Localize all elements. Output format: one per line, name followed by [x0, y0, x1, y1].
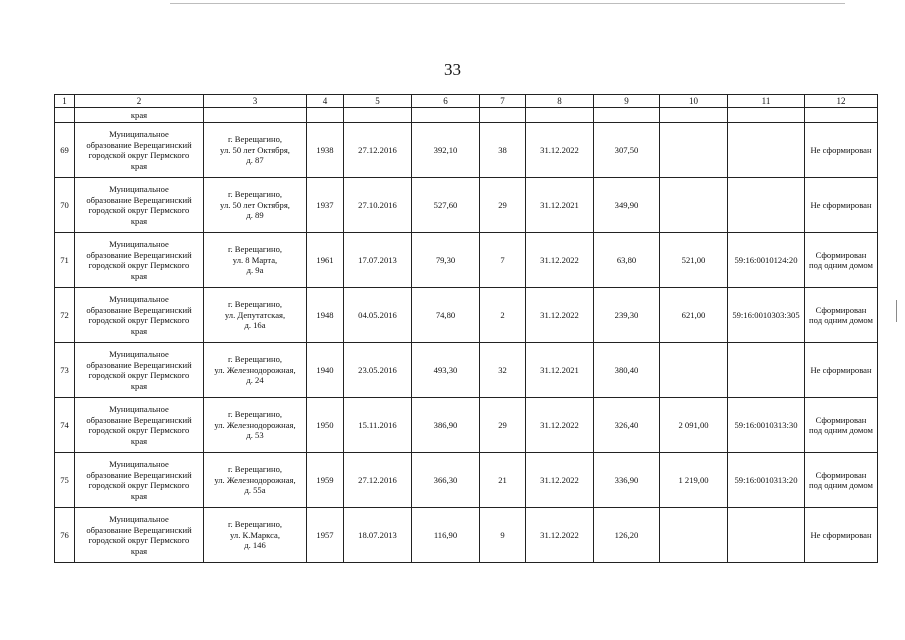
year-cell: 1937	[307, 178, 344, 233]
table-cell	[204, 108, 307, 123]
top-rule	[170, 3, 845, 4]
row-number-cell: 74	[55, 398, 75, 453]
municipality-line: городской округ Пермского	[88, 480, 190, 490]
column-header: 1	[55, 95, 75, 108]
status-line: Сформирован	[815, 249, 867, 260]
municipality-cell	[75, 508, 204, 563]
municipality-line: Муниципальное	[109, 404, 169, 414]
address-line: д. 89	[246, 210, 264, 221]
column-header: 3	[204, 95, 307, 108]
municipality-line: городской округ Пермского	[88, 150, 190, 160]
column-header: 12	[805, 95, 878, 108]
column-header: 6	[412, 95, 480, 108]
area-cell: 74,80	[412, 288, 480, 343]
address-line: г. Верещагино,	[227, 409, 283, 420]
row-number-cell: 69	[55, 123, 75, 178]
date-cell: 27.12.2016	[344, 453, 412, 508]
table-row	[55, 233, 878, 288]
col7-cell: 7	[480, 233, 526, 288]
address-line: ул. Депутатская,	[224, 309, 286, 320]
col10-cell	[660, 343, 728, 398]
address-line: ул. Железнодорожная,	[214, 364, 296, 375]
municipality-cell	[75, 288, 204, 343]
row-number-cell: 72	[55, 288, 75, 343]
cadastral-cell	[728, 178, 805, 233]
municipality-line: городской округ Пермского	[88, 260, 190, 270]
table-cell	[526, 108, 594, 123]
municipality-cell	[75, 398, 204, 453]
address-line: ул. 50 лет Октября,	[220, 144, 290, 155]
table-cell	[728, 108, 805, 123]
date-cell: 23.05.2016	[344, 343, 412, 398]
municipality-line: края	[130, 545, 148, 556]
status-cell	[805, 453, 878, 508]
municipality-line: края	[130, 490, 148, 501]
col9-cell: 336,90	[594, 453, 660, 508]
municipality-line: края	[130, 380, 148, 391]
table-cell	[412, 108, 480, 123]
municipality-line: края	[130, 160, 148, 171]
date-cell: 27.12.2016	[344, 123, 412, 178]
table-cell	[594, 108, 660, 123]
municipality-line: Муниципальное	[109, 184, 169, 194]
municipality-line: края	[130, 270, 148, 281]
page-number: 33	[444, 60, 461, 79]
address-cell	[204, 123, 307, 178]
col10-cell	[660, 123, 728, 178]
address-line: д. 53	[246, 430, 264, 441]
municipality-line: Муниципальное	[109, 514, 169, 524]
status-line: Сформирован	[815, 414, 867, 425]
address-line: д. 16а	[244, 320, 266, 331]
status-cell	[805, 233, 878, 288]
table-row	[55, 123, 878, 178]
municipality-line: городской округ Пермского	[88, 535, 190, 545]
municipality-line: городской округ Пермского	[88, 370, 190, 380]
address-line: ул. Железнодорожная,	[214, 419, 296, 430]
municipality-line: образование Верещагинский	[86, 194, 192, 205]
municipality-line: образование Верещагинский	[86, 139, 192, 150]
col9-cell: 126,20	[594, 508, 660, 563]
col7-cell: 29	[480, 178, 526, 233]
date-cell: 15.11.2016	[344, 398, 412, 453]
table-row	[55, 398, 878, 453]
deadline-cell: 31.12.2022	[526, 508, 594, 563]
deadline-cell: 31.12.2021	[526, 178, 594, 233]
col9-cell: 307,50	[594, 123, 660, 178]
column-header: 4	[307, 95, 344, 108]
column-header: 2	[75, 95, 204, 108]
address-line: д. 9а	[246, 265, 264, 276]
municipality-line: городской округ Пермского	[88, 315, 190, 325]
cadastral-cell	[728, 508, 805, 563]
continuation-row	[55, 108, 878, 123]
address-cell	[204, 453, 307, 508]
col9-cell: 239,30	[594, 288, 660, 343]
deadline-cell: 31.12.2022	[526, 398, 594, 453]
cadastral-cell: 59:16:0010313:30	[728, 398, 805, 453]
column-header-row	[55, 95, 878, 108]
table-cell	[480, 108, 526, 123]
row-number-cell: 71	[55, 233, 75, 288]
year-cell: 1957	[307, 508, 344, 563]
municipality-cell	[75, 123, 204, 178]
status-cell	[805, 288, 878, 343]
municipality-line: образование Верещагинский	[86, 414, 192, 425]
address-line: ул. К.Маркса,	[230, 529, 280, 540]
table-row	[55, 343, 878, 398]
deadline-cell: 31.12.2022	[526, 288, 594, 343]
table-row	[55, 288, 878, 343]
col10-cell: 2 091,00	[660, 398, 728, 453]
area-cell: 386,90	[412, 398, 480, 453]
row-number-cell: 76	[55, 508, 75, 563]
address-cell	[204, 398, 307, 453]
status-cell	[805, 508, 878, 563]
col7-cell: 9	[480, 508, 526, 563]
row-number-cell: 73	[55, 343, 75, 398]
address-line: ул. 8 Марта,	[232, 254, 278, 265]
address-cell	[204, 343, 307, 398]
table-cell	[660, 108, 728, 123]
area-cell: 366,30	[412, 453, 480, 508]
column-header: 11	[728, 95, 805, 108]
municipality-cell	[75, 453, 204, 508]
status-cell	[805, 343, 878, 398]
area-cell: 116,90	[412, 508, 480, 563]
address-line: д. 87	[246, 155, 264, 166]
address-cell	[204, 508, 307, 563]
col7-cell: 38	[480, 123, 526, 178]
status-line: Сформирован	[815, 469, 867, 480]
table-cell: края	[75, 108, 204, 123]
municipality-line: городской округ Пермского	[88, 205, 190, 215]
table-row	[55, 453, 878, 508]
area-cell: 493,30	[412, 343, 480, 398]
address-line: д. 146	[244, 540, 266, 551]
address-cell	[204, 288, 307, 343]
municipality-cell	[75, 233, 204, 288]
municipality-line: края	[130, 325, 148, 336]
municipality-cell	[75, 343, 204, 398]
col10-cell: 1 219,00	[660, 453, 728, 508]
status-line: Сформирован	[815, 304, 867, 315]
status-cell	[805, 398, 878, 453]
col10-cell	[660, 178, 728, 233]
date-cell: 18.07.2013	[344, 508, 412, 563]
deadline-cell: 31.12.2022	[526, 453, 594, 508]
status-line: Не сформирован	[810, 364, 872, 375]
col9-cell: 326,40	[594, 398, 660, 453]
cadastral-cell: 59:16:0010124:20	[728, 233, 805, 288]
year-cell: 1950	[307, 398, 344, 453]
col10-cell: 621,00	[660, 288, 728, 343]
municipality-cell	[75, 178, 204, 233]
municipality-line: образование Верещагинский	[86, 469, 192, 480]
year-cell: 1959	[307, 453, 344, 508]
status-line: под одним домом	[809, 260, 873, 270]
area-cell: 392,10	[412, 123, 480, 178]
year-cell: 1938	[307, 123, 344, 178]
col9-cell: 349,90	[594, 178, 660, 233]
municipality-line: образование Верещагинский	[86, 249, 192, 260]
address-line: д. 55а	[244, 485, 266, 496]
year-cell: 1961	[307, 233, 344, 288]
year-cell: 1940	[307, 343, 344, 398]
col9-cell: 380,40	[594, 343, 660, 398]
municipality-line: края	[130, 435, 148, 446]
municipality-line: городской округ Пермского	[88, 425, 190, 435]
municipality-line: Муниципальное	[109, 129, 169, 139]
cadastral-cell	[728, 343, 805, 398]
column-header: 7	[480, 95, 526, 108]
margin-mark	[896, 300, 897, 322]
row-number-cell: 75	[55, 453, 75, 508]
cadastral-cell	[728, 123, 805, 178]
year-cell: 1948	[307, 288, 344, 343]
address-line: г. Верещагино,	[227, 244, 283, 255]
address-line: г. Верещагино,	[227, 189, 283, 200]
municipality-line: образование Верещагинский	[86, 359, 192, 370]
col7-cell: 32	[480, 343, 526, 398]
col7-cell: 21	[480, 453, 526, 508]
status-line: Не сформирован	[810, 199, 872, 210]
cadastral-cell: 59:16:0010303:305	[728, 288, 805, 343]
cadastral-cell: 59:16:0010313:20	[728, 453, 805, 508]
municipality-line: образование Верещагинский	[86, 524, 192, 535]
column-header: 10	[660, 95, 728, 108]
col7-cell: 2	[480, 288, 526, 343]
status-line: под одним домом	[809, 425, 873, 435]
status-line: под одним домом	[809, 315, 873, 325]
status-line: Не сформирован	[810, 529, 872, 540]
column-header: 8	[526, 95, 594, 108]
col10-cell: 521,00	[660, 233, 728, 288]
col7-cell: 29	[480, 398, 526, 453]
deadline-cell: 31.12.2022	[526, 123, 594, 178]
date-cell: 04.05.2016	[344, 288, 412, 343]
address-line: ул. 50 лет Октября,	[220, 199, 290, 210]
area-cell: 527,60	[412, 178, 480, 233]
col9-cell: 63,80	[594, 233, 660, 288]
col10-cell	[660, 508, 728, 563]
address-line: г. Верещагино,	[227, 464, 283, 475]
municipality-line: края	[130, 215, 148, 226]
address-line: г. Верещагино,	[227, 134, 283, 145]
municipality-line: Муниципальное	[109, 349, 169, 359]
table-row	[55, 508, 878, 563]
address-line: г. Верещагино,	[227, 519, 283, 530]
table-cell	[344, 108, 412, 123]
address-line: ул. Железнодорожная,	[214, 474, 296, 485]
table-row	[55, 178, 878, 233]
municipality-line: Муниципальное	[109, 239, 169, 249]
table-cell	[55, 108, 75, 123]
municipality-line: Муниципальное	[109, 294, 169, 304]
address-line: д. 24	[246, 375, 264, 386]
date-cell: 17.07.2013	[344, 233, 412, 288]
address-cell	[204, 178, 307, 233]
address-line: г. Верещагино,	[227, 299, 283, 310]
table-cell	[307, 108, 344, 123]
status-cell	[805, 123, 878, 178]
deadline-cell: 31.12.2021	[526, 343, 594, 398]
row-number-cell: 70	[55, 178, 75, 233]
date-cell: 27.10.2016	[344, 178, 412, 233]
deadline-cell: 31.12.2022	[526, 233, 594, 288]
address-cell	[204, 233, 307, 288]
status-line: под одним домом	[809, 480, 873, 490]
status-cell	[805, 178, 878, 233]
column-header: 9	[594, 95, 660, 108]
area-cell: 79,30	[412, 233, 480, 288]
status-line: Не сформирован	[810, 144, 872, 155]
municipality-line: Муниципальное	[109, 459, 169, 469]
municipality-line: образование Верещагинский	[86, 304, 192, 315]
housing-registry-table	[54, 94, 878, 563]
column-header: 5	[344, 95, 412, 108]
table-cell	[805, 108, 878, 123]
address-line: г. Верещагино,	[227, 354, 283, 365]
